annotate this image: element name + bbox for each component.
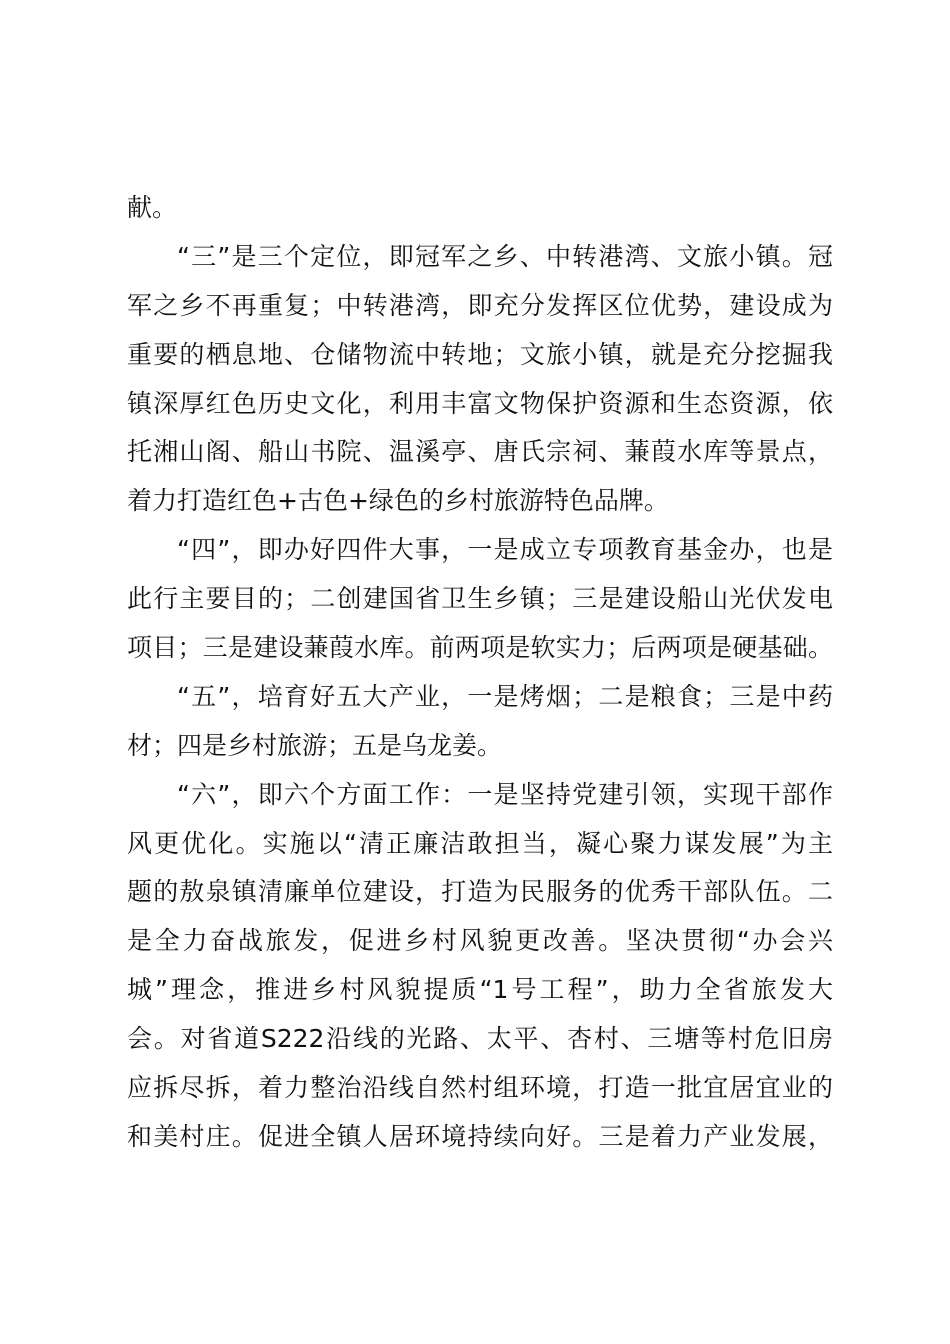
text-line: 和美村庄。促进全镇人居环境持续向好。三是着力产业发展，	[127, 1121, 833, 1151]
text-line: “四”，即办好四件大事，一是成立专项教育基金办，也是	[177, 535, 833, 565]
text-line: 军之乡不再重复；中转港湾，即充分发挥区位优势，建设成为	[127, 290, 833, 320]
text-line: “六”，即六个方面工作：一是坚持党建引领，实现干部作	[177, 779, 833, 809]
body-text	[127, 184, 833, 1162]
text-line: 会。对省道S222沿线的光路、太平、杏村、三塘等村危旧房	[127, 1024, 833, 1054]
text-line: 项目；三是建设蒹葭水库。前两项是软实力；后两项是硬基础。	[127, 633, 833, 663]
text-line: “五”，培育好五大产业，一是烤烟；二是粮食；三是中药	[177, 681, 833, 711]
text-line: “三”是三个定位，即冠军之乡、中转港湾、文旅小镇。冠	[177, 241, 833, 271]
text-line: 此行主要目的；二创建国省卫生乡镇；三是建设船山光伏发电	[127, 584, 833, 614]
text-line: 题的敖泉镇清廉单位建设，打造为民服务的优秀干部队伍。二	[127, 877, 833, 907]
text-line: 献。	[127, 193, 178, 222]
text-line: 重要的栖息地、仓储物流中转地；文旅小镇，就是充分挖掘我	[127, 339, 833, 369]
text-line: 镇深厚红色历史文化，利用丰富文物保护资源和生态资源，依	[127, 388, 833, 418]
text-line: 风更优化。实施以“清正廉洁敢担当，凝心聚力谋发展”为主	[127, 828, 833, 858]
text-line: 应拆尽拆，着力整治沿线自然村组环境，打造一批宜居宜业的	[127, 1073, 833, 1103]
text-line: 着力打造红色+古色+绿色的乡村旅游特色品牌。	[127, 486, 669, 516]
text-line: 材；四是乡村旅游；五是乌龙姜。	[127, 730, 503, 760]
text-line: 城”理念，推进乡村风貌提质“1号工程”，助力全省旅发大	[127, 975, 833, 1005]
text-line: 托湘山阁、船山书院、温溪亭、唐氏宗祠、蒹葭水库等景点，	[127, 437, 833, 467]
text-line: 是全力奋战旅发，促进乡村风貌更改善。坚决贯彻“办会兴	[127, 926, 833, 956]
